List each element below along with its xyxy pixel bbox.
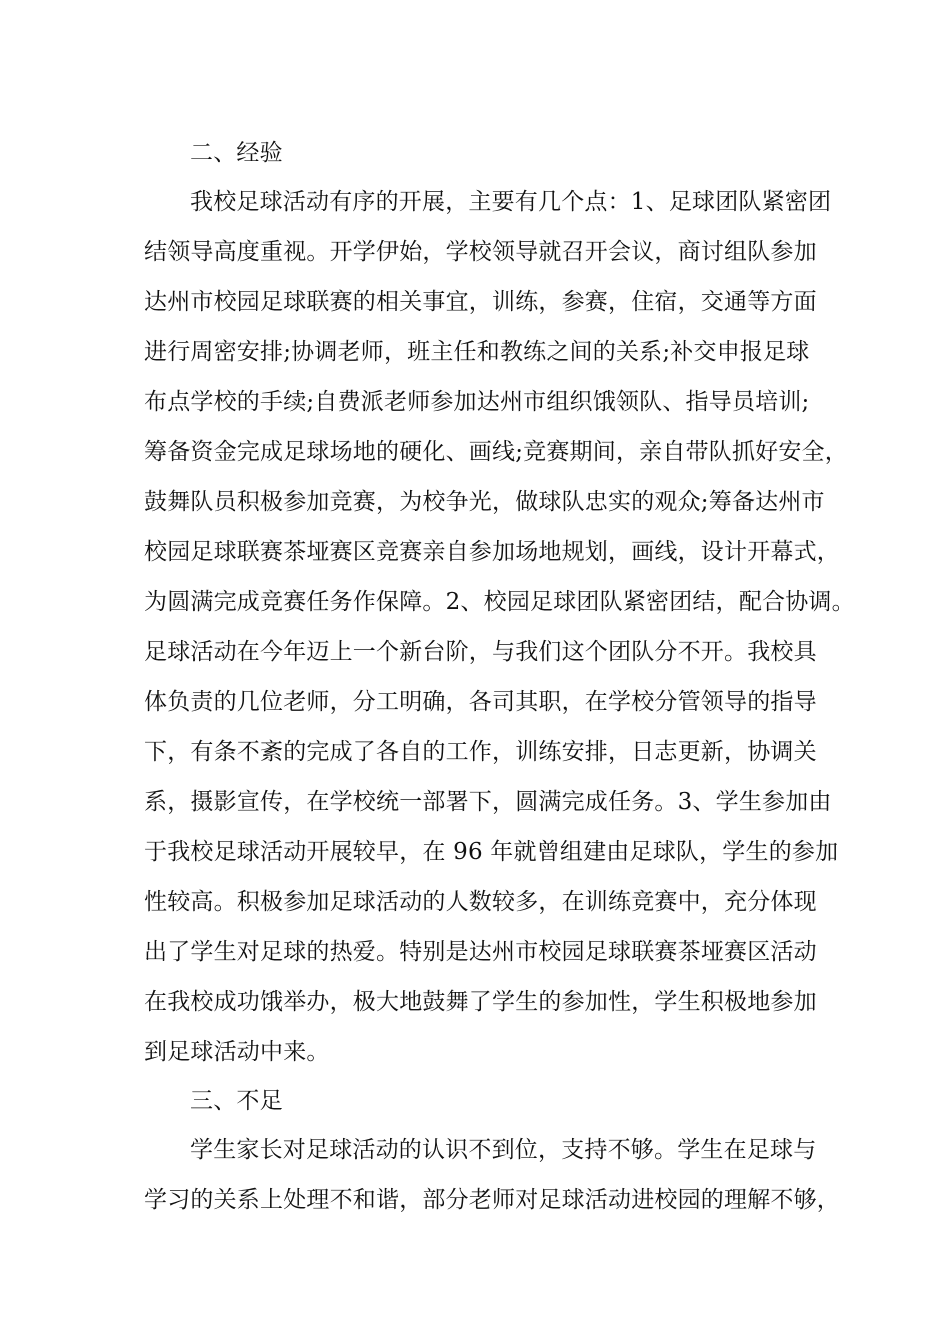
paragraph-line: 进行周密安排;协调老师，班主任和教练之间的关系;补交申报足球 xyxy=(144,339,810,365)
paragraph-line: 下，有条不紊的完成了各自的工作，训练安排，日志更新，协调关 xyxy=(144,739,817,765)
paragraph-line: 鼓舞队员积极参加竞赛，为校争光，做球队忠实的观众;筹备达州市 xyxy=(144,489,825,515)
section-heading-experience: 二、经验 xyxy=(190,140,283,166)
paragraph-line: 结领导高度重视。开学伊始，学校领导就召开会议，商讨组队参加 xyxy=(144,239,817,265)
paragraph-line: 布点学校的手续;自费派老师参加达州市组织饿领队、指导员培训; xyxy=(144,389,810,415)
paragraph-line: 达州市校园足球联赛的相关事宜，训练，参赛，住宿，交通等方面 xyxy=(144,289,817,315)
paragraph-line: 系，摄影宣传，在学校统一部署下，圆满完成任务。3、学生参加由 xyxy=(144,789,832,815)
paragraph-line: 到足球活动中来。 xyxy=(144,1039,330,1065)
paragraph-line: 校园足球联赛茶垭赛区竞赛亲自参加场地规划，画线，设计开幕式， xyxy=(144,539,840,565)
paragraph-line: 出了学生对足球的热爱。特别是达州市校园足球联赛茶垭赛区活动 xyxy=(144,939,817,965)
paragraph-line: 学习的关系上处理不和谐，部分老师对足球活动进校园的理解不够， xyxy=(144,1187,840,1213)
paragraph-line: 学生家长对足球活动的认识不到位，支持不够。学生在足球与 xyxy=(190,1137,817,1163)
paragraph-line: 性较高。积极参加足球活动的人数较多，在训练竞赛中，充分体现 xyxy=(144,889,817,915)
paragraph-line: 我校足球活动有序的开展，主要有几个点：1、足球团队紧密团 xyxy=(190,189,832,215)
paragraph-line: 在我校成功饿举办，极大地鼓舞了学生的参加性，学生积极地参加 xyxy=(144,989,817,1015)
paragraph-line: 为圆满完成竞赛任务作保障。2、校园足球团队紧密团结，配合协调。 xyxy=(144,589,855,615)
section-heading-shortcoming: 三、不足 xyxy=(190,1088,283,1114)
paragraph-line: 足球活动在今年迈上一个新台阶，与我们这个团队分不开。我校具 xyxy=(144,639,817,665)
paragraph-line: 于我校足球活动开展较早，在 96 年就曾组建由足球队，学生的参加 xyxy=(144,839,839,865)
paragraph-line: 体负责的几位老师，分工明确，各司其职，在学校分管领导的指导 xyxy=(144,689,817,715)
paragraph-line: 筹备资金完成足球场地的硬化、画线;竞赛期间，亲自带队抓好安全， xyxy=(144,439,848,465)
